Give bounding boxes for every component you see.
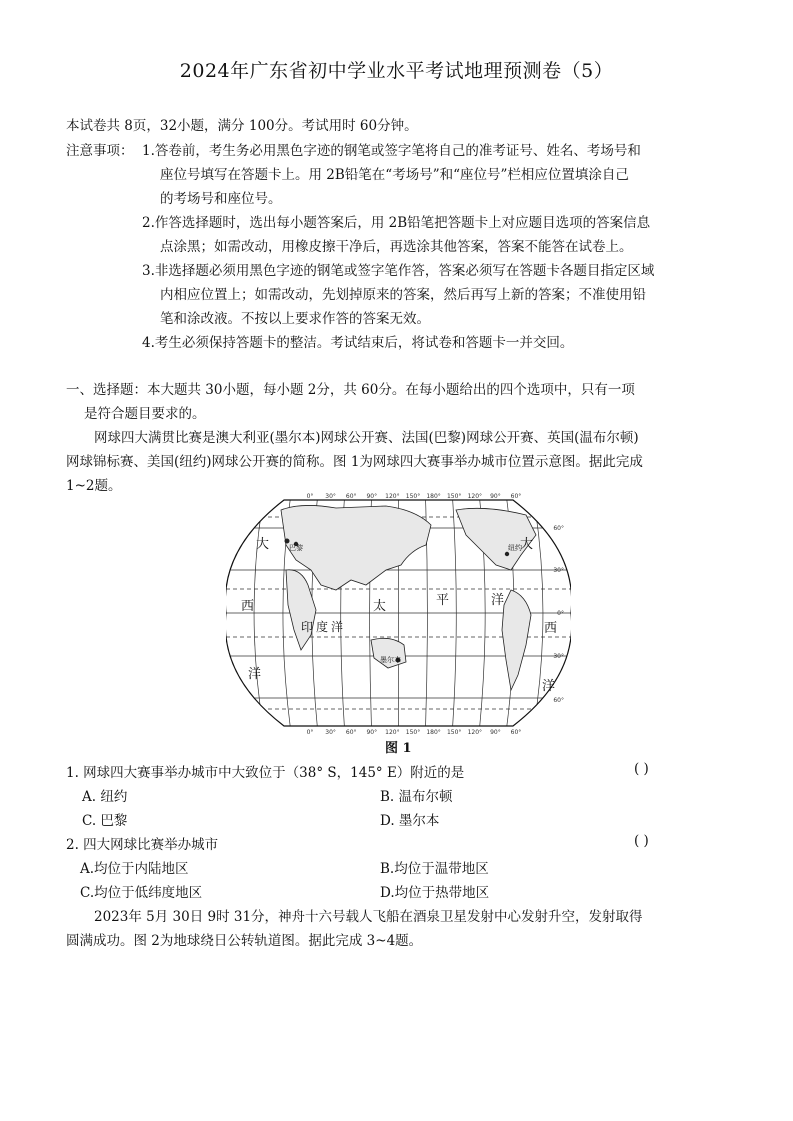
- question-2-stem: 2. 四大网球比赛举办城市: [66, 837, 219, 853]
- notice-item-1-line-3: 的考场号和座位号。: [160, 191, 282, 207]
- map-label-atlantic-2: 西: [241, 598, 255, 613]
- map-label-pacific-2: 平: [436, 592, 450, 607]
- top-longitude-tick-label: 60°: [345, 493, 357, 500]
- top-longitude-tick-label: 90°: [490, 493, 501, 500]
- question-2-option-d: D.均位于热带地区: [380, 885, 490, 901]
- bottom-longitude-tick-label: 90°: [490, 729, 501, 736]
- latitude-tick-label: 60°: [553, 525, 564, 532]
- world-map-figure: [226, 490, 571, 736]
- page-title: 2024年广东省初中学业水平考试地理预测卷（5）: [179, 60, 614, 82]
- map-label-melbourne: 墨尔本: [380, 656, 401, 664]
- question-2-option-a: A.均位于内陆地区: [80, 861, 189, 877]
- section-1-heading-line-1: 一、选择题：本大题共 30小题，每小题 2分，共 60分。在每小题给出的四个选项中，只有一项: [66, 382, 635, 398]
- bottom-longitude-tick-label: 30°: [325, 729, 336, 736]
- context-2-line-2: 圆满成功。图 2为地球绕日公转轨道图。据此完成 3~4题。: [66, 933, 423, 949]
- notice-item-2-line-1: 2.作答选择题时，选出每小题答案后，用 2B铅笔把答题卡上对应题目选项的答案信息: [142, 215, 651, 231]
- bottom-longitude-tick-label: 120°: [385, 729, 400, 736]
- question-2-option-b: B.均位于温带地区: [380, 861, 489, 877]
- top-longitude-tick-label: 30°: [325, 493, 336, 500]
- context-2-line-1: 2023年 5月 30日 9时 31分，神舟十六号载人飞船在酒泉卫星发射中心发射升空，发射取得: [94, 909, 643, 925]
- map-label-paris: 巴黎: [289, 544, 303, 552]
- top-longitude-tick-label: 180°: [426, 493, 441, 500]
- map-label-pacific-1: 太: [373, 598, 387, 613]
- map-label-pacific-3: 洋: [491, 592, 505, 607]
- question-1-option-c: C. 巴黎: [82, 813, 128, 829]
- map-body: [226, 490, 571, 736]
- top-longitude-tick-label: 150°: [446, 493, 462, 500]
- question-2-answer-blank: ( ): [634, 833, 649, 849]
- context-1-line-2: 网球锦标赛、美国(纽约)网球公开赛的简称。图 1为网球四大赛事举办城市位置示意图。据此完成: [66, 454, 643, 470]
- question-2-option-c: C.均位于低纬度地区: [80, 885, 203, 901]
- notice-item-1-line-1: 1.答卷前，考生务必用黑色字迹的钢笔或签字笔将自己的准考证号、姓名、考场号和: [142, 143, 641, 159]
- map-label-atlantic-r2: 西: [544, 620, 558, 635]
- question-1-option-d: D. 墨尔本: [380, 813, 440, 829]
- bottom-longitude-tick-label: 90°: [366, 729, 378, 736]
- map-label-atlantic-3: 洋: [248, 666, 262, 681]
- notice-item-3-line-2: 内相应位置上；如需改动，先划掉原来的答案，然后再写上新的答案；不准使用铅: [160, 287, 646, 303]
- context-1-line-1: 网球四大满贯比赛是澳大利亚(墨尔本)网球公开赛、法国(巴黎)网球公开赛、英国(温布尔顿): [94, 430, 639, 446]
- notice-item-3-line-3: 笔和涂改液。不按以上要求作答的答案无效。: [160, 311, 430, 327]
- question-1-option-b: B. 温布尔顿: [380, 789, 453, 805]
- top-longitude-tick-label: 120°: [467, 493, 483, 500]
- bottom-longitude-tick-label: 60°: [510, 729, 522, 736]
- top-longitude-tick-label: 150°: [405, 493, 421, 500]
- bottom-longitude-tick-label: 120°: [467, 729, 483, 736]
- latitude-tick-label: 30°: [553, 653, 564, 660]
- top-longitude-tick-label: 60°: [510, 493, 522, 500]
- map-label-indian-ocean: 印 度 洋: [301, 620, 344, 634]
- context-1-line-3: 1~2题。: [66, 478, 122, 494]
- notice-label: 注意事项：: [66, 143, 134, 159]
- top-longitude-tick-label: 90°: [366, 493, 378, 500]
- question-1-stem: 1. 网球四大赛事举办城市中大致位于（38° S，145° E）附近的是: [66, 765, 465, 781]
- map-label-atlantic-1: 大: [256, 536, 270, 551]
- bottom-longitude-tick-label: 150°: [405, 729, 421, 736]
- map-label-newyork: 纽约: [508, 544, 522, 552]
- top-longitude-tick-label: 0°: [306, 493, 314, 500]
- top-longitude-tick-label: 120°: [385, 493, 400, 500]
- question-1-option-a: A. 纽约: [82, 789, 128, 805]
- notice-item-2-line-2: 点涂黑；如需改动，用橡皮擦干净后，再选涂其他答案，答案不能答在试卷上。: [160, 239, 633, 255]
- section-1-heading-line-2: 是符合题目要求的。: [84, 406, 206, 422]
- notice-item-4-line-1: 4.考生必须保持答题卡的整洁。考试结束后，将试卷和答题卡一并交回。: [142, 335, 574, 351]
- latitude-tick-label: 30°: [553, 567, 564, 574]
- notice-item-3-line-1: 3.非选择题必须用黑色字迹的钢笔或签字笔作答，答案必须写在答题卡各题目指定区域: [142, 263, 655, 279]
- intro-text: 本试卷共 8页，32小题，满分 100分。考试用时 60分钟。: [66, 118, 418, 134]
- map-label-atlantic-r3: 洋: [542, 678, 556, 693]
- bottom-longitude-tick-label: 180°: [426, 729, 441, 736]
- bottom-longitude-tick-label: 150°: [446, 729, 462, 736]
- question-1-answer-blank: ( ): [634, 761, 649, 777]
- bottom-longitude-tick-label: 60°: [345, 729, 357, 736]
- latitude-tick-label: 60°: [553, 697, 564, 704]
- bottom-longitude-tick-label: 0°: [306, 729, 314, 736]
- notice-item-1-line-2: 座位号填写在答题卡上。用 2B铅笔在“考场号”和“座位号”栏相应位置填涂自己: [160, 167, 629, 183]
- map-label-atlantic-r1: 大: [520, 536, 534, 551]
- latitude-tick-label: 0°: [557, 610, 564, 617]
- figure-1-caption: 图 1: [385, 741, 412, 756]
